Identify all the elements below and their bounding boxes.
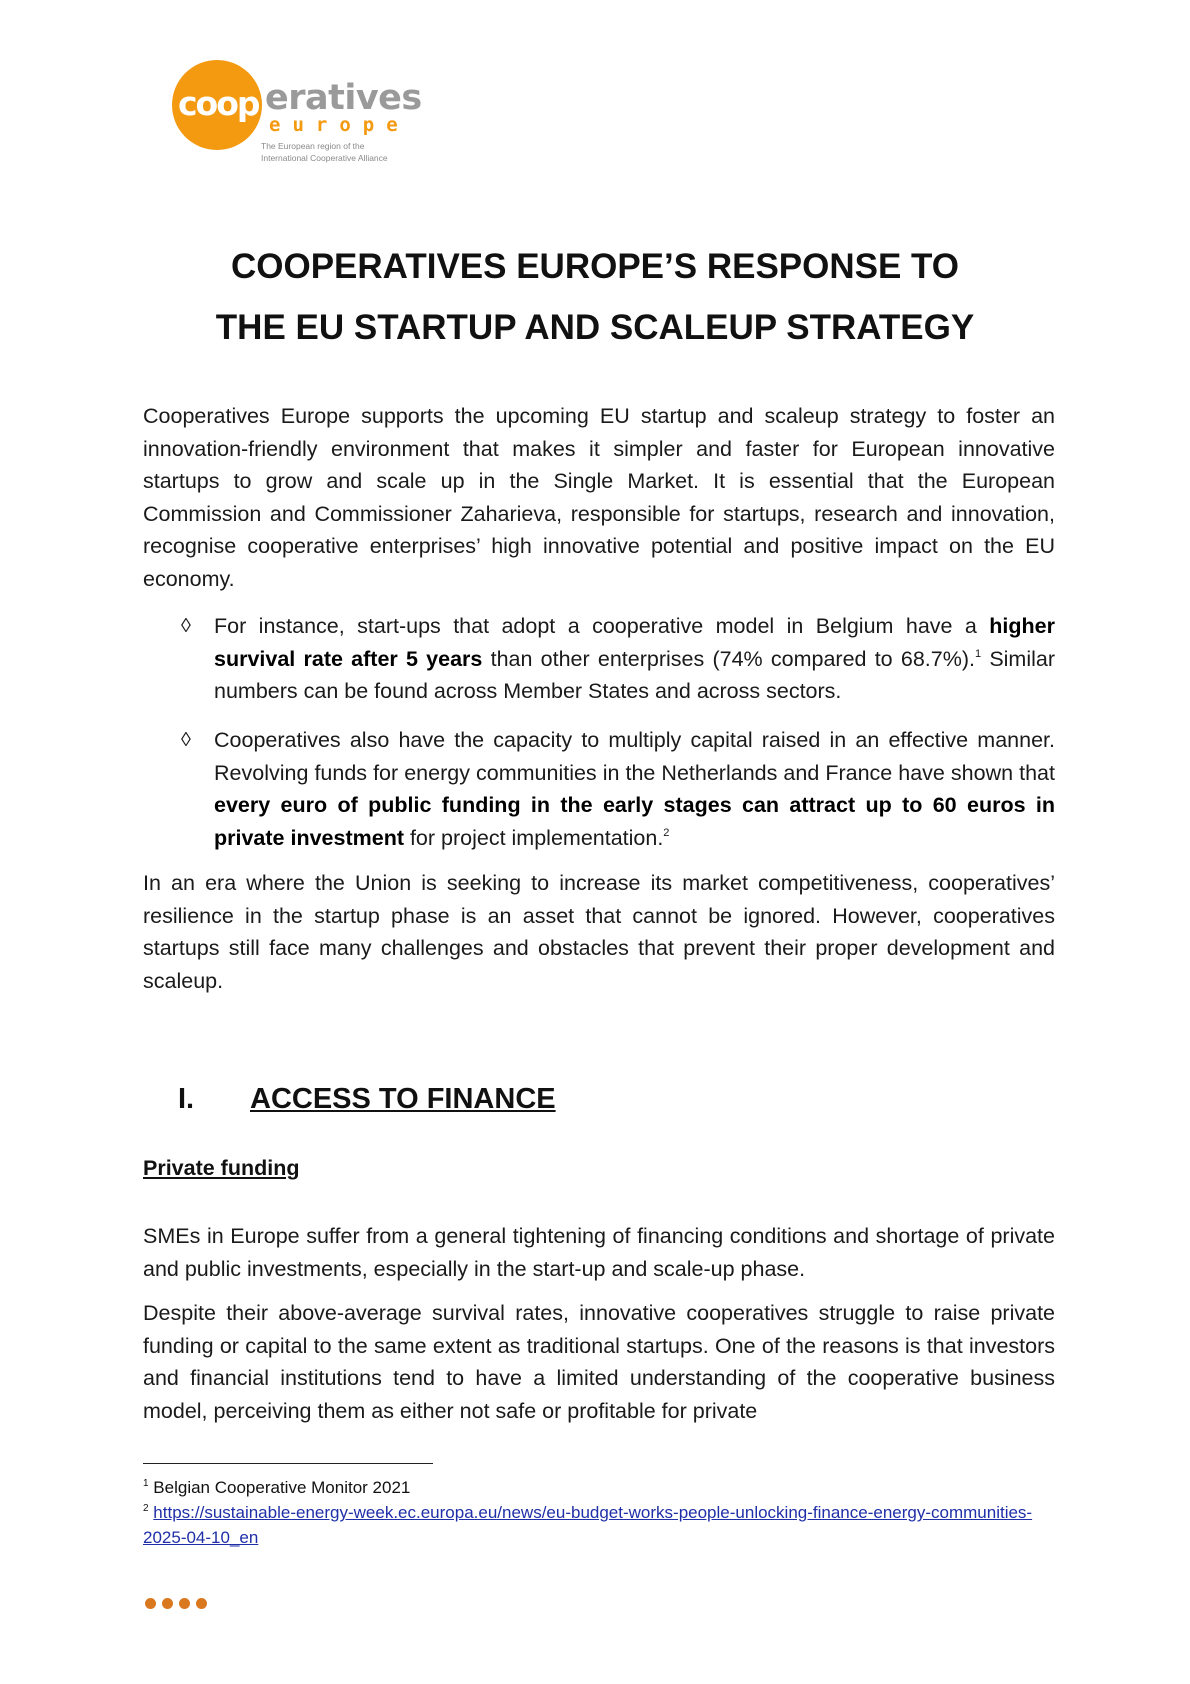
title-line-2: THE EU STARTUP AND SCALEUP STRATEGY (215, 308, 975, 347)
smes-paragraph: SMEs in Europe suffer from a general tightening of financing conditions and shortage of private and public investments, especially in the start-up and scale-up phase. (143, 1224, 1055, 1281)
dot-icon (196, 1598, 207, 1609)
bullet1-post2: Similar numbers can be found across Member States and across sectors. (214, 646, 1056, 703)
bullet-text (214, 610, 1055, 708)
dot-icon (145, 1598, 156, 1609)
footnote-1-number: 1 (143, 1478, 149, 1489)
bullet1-bold: higher survival rate after 5 years (214, 614, 1055, 671)
title-line-1: COOPERATIVES EUROPE’S RESPONSE TO (230, 247, 960, 286)
page-decoration-dots (145, 1598, 207, 1609)
footnote-2-number: 2 (143, 1503, 149, 1514)
bullet-item-survival-rate (181, 610, 1055, 710)
bullet-item-capital (181, 724, 1055, 859)
bullet1-post: than other enterprises (74% compared to 68.7%). (482, 646, 975, 671)
logo-coop-text: coop (178, 84, 259, 123)
logo-europe-text: europe (269, 114, 410, 136)
logo-eratives-text: eratives (265, 78, 422, 118)
bullet1-pre: For instance, start-ups that adopt a cooperative model in Belgium have a (214, 614, 990, 638)
section-number: I. (178, 1083, 195, 1115)
dot-icon (162, 1598, 173, 1609)
diamond-bullet-icon: ◊ (181, 729, 191, 751)
section-title: ACCESS TO FINANCE (250, 1083, 556, 1115)
footnote-2 (143, 1500, 1055, 1550)
bullet2-pre: Cooperatives also have the capacity to multiply capital raised in an effective manner. Revolving funds for energy communities in the Netherlands and France have shown that (214, 728, 1055, 785)
diamond-bullet-icon: ◊ (181, 615, 191, 637)
subheading-private-funding: Private funding (143, 1156, 300, 1180)
logo-tagline-line1: The European region of the (261, 141, 365, 151)
logo-tagline-line2: International Cooperative Alliance (261, 153, 388, 163)
logo-tagline (261, 140, 421, 164)
bullet-text (214, 724, 1055, 854)
footnote-ref-2[interactable]: 2 (663, 826, 670, 839)
footnote-1 (143, 1475, 1055, 1500)
footnote-2-link[interactable]: https://sustainable-energy-week.ec.europa.eu/news/eu-budget-works-people-unlocking-finance-energy-communities-2025-04-10_en (143, 1503, 1033, 1547)
footnote-divider (143, 1463, 433, 1464)
dot-icon (179, 1598, 190, 1609)
cooperatives-europe-logo (172, 60, 422, 170)
footnote-1-text: Belgian Cooperative Monitor 2021 (153, 1478, 411, 1497)
resilience-paragraph: In an era where the Union is seeking to increase its market competitiveness, cooperatives’ resilience in the startup phase is an asset that cannot be ignored. However, cooperatives startups still face many challenges and obstacles that prevent their proper development and scaleup. (143, 871, 1055, 993)
document-title (130, 236, 1060, 358)
bullet2-post: for project implementation. (403, 825, 664, 850)
intro-paragraph: Cooperatives Europe supports the upcoming EU startup and scaleup strategy to foster an innovation-friendly environment that makes it simpler and faster for European innovative startups to grow and scale up in the Single Market. It is essential that the European Commission and Commissioner Zaharieva, responsible for startups, research and innovation, recognise cooperative enterprises’ high innovative potential and positive impact on the EU economy. (143, 404, 1055, 591)
bullet2-bold: every euro of public funding in the early stages can attract up to 60 euros in private investment (214, 793, 1055, 850)
cooperatives-funding-paragraph: Despite their above-average survival rates, innovative cooperatives struggle to raise private funding or capital to the same extent as traditional startups. One of the reasons is that investors and financial institutions tend to have a limited understanding of the cooperative business model, perceiving them as either not safe or profitable for private (143, 1301, 1055, 1423)
footnote-ref-1[interactable]: 1 (974, 647, 982, 660)
